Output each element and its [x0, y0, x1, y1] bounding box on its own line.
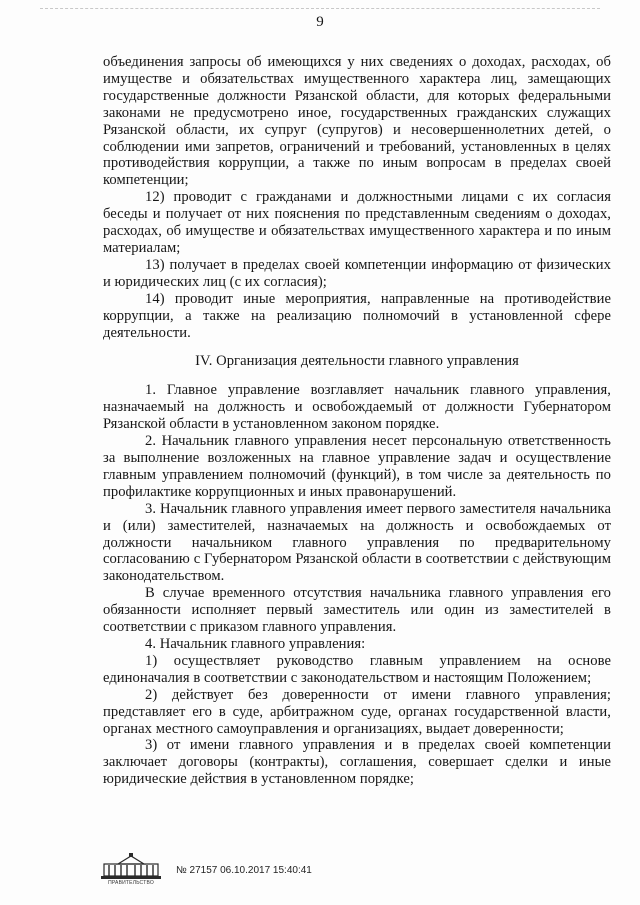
paragraph: 14) проводит иные мероприятия, направленные на противодействие коррупции, а также на реализацию полномочий в установленной сфере деятельности.: [103, 290, 611, 341]
paragraph: В случае временного отсутствия начальника главного управления его обязанности исполняет первый заместитель или один из заместителей в соответствии с приказом главного управления.: [103, 585, 611, 636]
government-building-icon: [100, 852, 162, 880]
paragraph: 3) от имени главного управления и в пределах своей компетенции заключает договоры (контракты), соглашения, совершает сделки и иные юридические действия в установленном порядке;: [103, 737, 611, 788]
scan-edge-line: [40, 8, 600, 10]
paragraph: объединения запросы об имеющихся у них сведениях о доходах, расходах, об имуществе и обязательствах имущественного характера лиц, замещающих государственные должности Рязанской области, для которых федеральными законами не предусмотрено иное, государственных гражданских служащих Рязанской области, их супруг (супругов) и несовершеннолетних детей, о соблюдении ими запретов, ограничений и требований, установленных в целях противодействия коррупции, а также по иным вопросам в пределах своей компетенции;: [103, 54, 611, 189]
paragraph: 1. Главное управление возглавляет начальник главного управления, назначаемый на должность и освобождаемый от должности Губернатором Рязанской области в установленном законом порядке.: [103, 382, 611, 433]
paragraph: 2) действует без доверенности от имени главного управления; представляет его в суде, арбитражном суде, органах государственной власти, органах местного самоуправления и организациях, выдает доверенности;: [103, 686, 611, 737]
paragraph: 12) проводит с гражданами и должностными лицами с их согласия беседы и получает от них пояснения по представленным сведениям о доходах, расходах, об имуществе и обязательствах имущественного характера и по иным материалам;: [103, 189, 611, 256]
paragraph: 4. Начальник главного управления:: [145, 636, 366, 652]
page-number: 9: [316, 14, 324, 30]
paragraph: 3. Начальник главного управления имеет первого заместителя начальника и (или) заместителей, назначаемых на должность и освобождаемых от должности начальником главного управления по предварительному согласованию с Губернатором Рязанской области в соответствии с действующим законодательством.: [103, 500, 611, 585]
paragraph: 2. Начальник главного управления несет персональную ответственность за выполнение возложенных на главное управление задач и осуществление главным управлением полномочий (функций), в том числе за деятельность по профилактике коррупционных и иных правонарушений.: [103, 433, 611, 500]
section-heading: IV. Организация деятельности главного управления: [195, 353, 519, 370]
paragraph: 1) осуществляет руководство главным управлением на основе единоначалия в соответствии с законодательством и настоящим Положением;: [103, 652, 611, 686]
stamp-label: ПРАВИТЕЛЬСТВО: [108, 880, 154, 886]
document-body: [103, 54, 611, 788]
document-registration-id: № 27157 06.10.2017 15:40:41: [176, 865, 312, 876]
paragraph: 13) получает в пределах своей компетенции информацию от физических и юридических лиц (с их согласия);: [103, 256, 611, 290]
document-footer: [100, 852, 360, 892]
